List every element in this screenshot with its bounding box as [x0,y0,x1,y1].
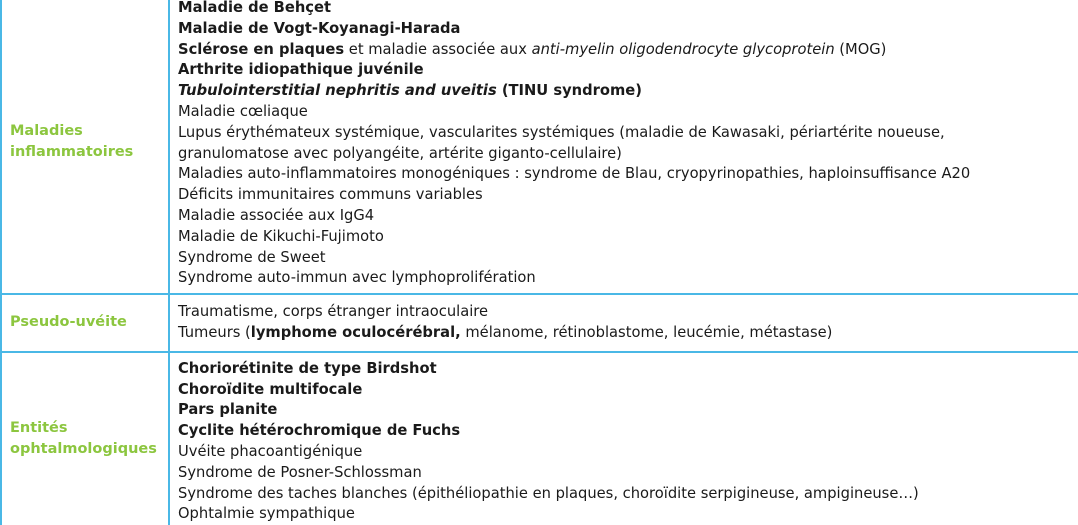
list-item: Syndrome des taches blanches (épithéliopathie en plaques, choroïdite serpigineuse, ampigineuse…) [178,484,919,502]
list-item: Syndrome auto-immun avec lymphoprolifération [178,269,536,287]
items-cell [170,353,1078,525]
category-cell [0,0,170,293]
list-item: Traumatisme, corps étranger intraoculaire [178,303,489,321]
list-item: Choriorétinite de type Birdshot [178,359,437,377]
list-item-bold: (TINU syndrome) [496,82,642,100]
list-item-bold: Sclérose en plaques [178,40,345,58]
category-label-line: ophtalmologiques [10,440,157,457]
list-item: Déficits immunitaires communs variables [178,186,483,204]
list-item-bold: lymphome oculocérébral, [250,323,461,341]
list-item-bold-italic: Tubulointerstitial nephritis and uveitis [178,82,497,100]
list-item: Maladie de Vogt-Koyanagi-Harada [178,19,461,37]
list-item: Uvéite phacoantigénique [178,442,363,460]
list-item: Maladies auto-inflammatoires monogéniques : syndrome de Blau, cryopyrinopathies, haploinsuffisance A20 [178,165,971,183]
list-item: Syndrome de Sweet [178,248,326,266]
list-item: Arthrite idiopathique juvénile [178,61,424,79]
list-item: Maladie de Kikuchi-Fujimoto [178,227,384,245]
list-item-italic: anti-myelin oligodendrocyte glycoprotein [531,40,835,58]
list-item-text: Tumeurs ( [178,323,251,341]
table-row-pseudo-uveite [0,295,1078,353]
list-item: Ophtalmie sympathique [178,505,355,523]
items-cell [170,0,1078,293]
list-item: Maladie associée aux IgG4 [178,206,375,224]
list-item-text: mélanome, rétinoblastome, leucémie, métastase) [460,323,833,341]
list-item [178,81,1078,102]
category-label-line: Pseudo-uvéite [10,314,127,331]
category-cell [0,295,170,351]
list-item [178,40,1078,61]
table-row-entites-ophtalmologiques [0,353,1078,525]
list-item: granulomatose avec polyangéite, artérite giganto-cellulaire) [178,144,622,162]
list-item: Maladie de Behçet [178,0,331,16]
list-item: Cyclite hétérochromique de Fuchs [178,422,461,440]
list-item: Choroïdite multifocale [178,380,363,398]
category-cell [0,353,170,525]
list-item-text: et maladie associée aux [344,40,532,58]
category-label-line: Entités [10,419,68,436]
items-cell [170,295,1078,351]
list-item: Syndrome de Posner-Schlossman [178,463,422,481]
list-item: Lupus érythémateux systémique, vascularites systémiques (maladie de Kawasaki, périartérite noueuse, [178,123,945,141]
category-label-line: Maladies [10,122,83,139]
list-item: Pars planite [178,401,278,419]
category-label-line: inflammatoires [10,143,134,160]
list-item-text: (MOG) [834,40,887,58]
list-item: Maladie cœliaque [178,102,308,120]
list-item [178,323,1078,344]
